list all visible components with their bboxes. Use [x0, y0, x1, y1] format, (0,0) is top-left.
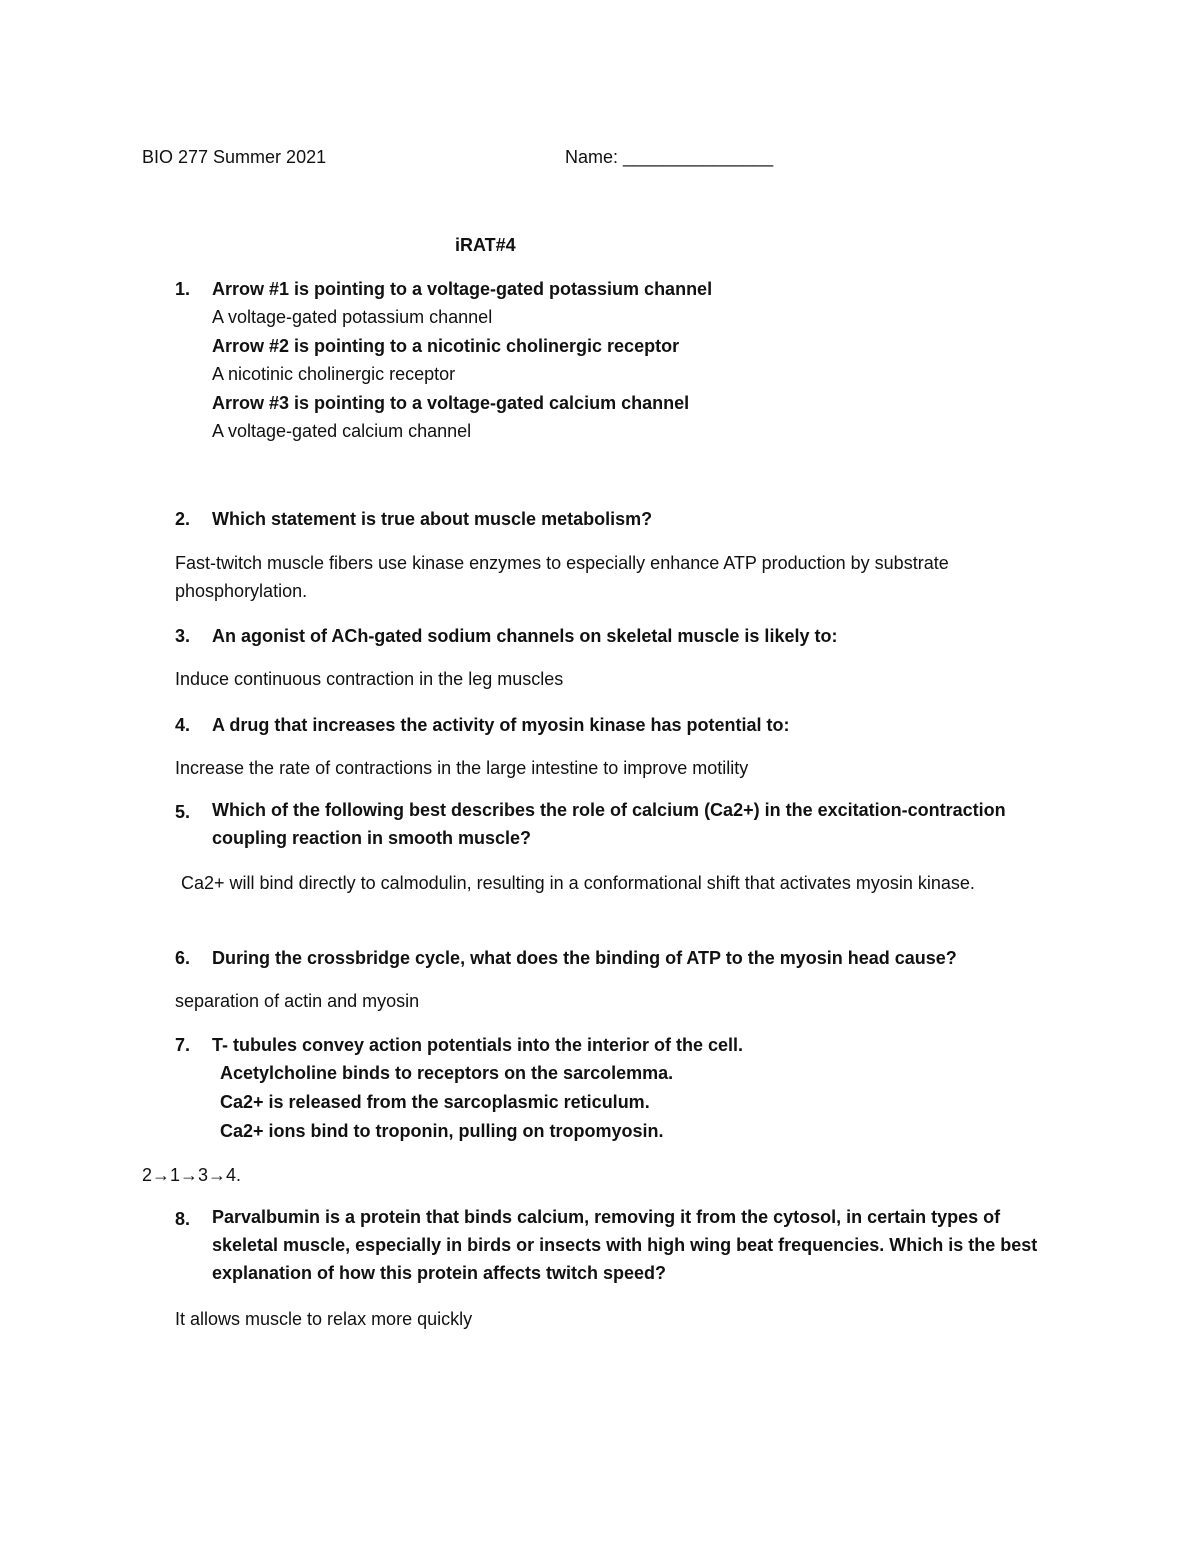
question-1-line-2: A voltage-gated potassium channel	[212, 307, 493, 327]
question-2-text: Which statement is true about muscle metabolism?	[212, 509, 653, 529]
question-4-answer: Increase the rate of contractions in the large intestine to improve motility	[175, 758, 749, 778]
question-3-number: 3.	[175, 626, 191, 646]
question-7-step-3: Ca2+ is released from the sarcoplasmic reticulum.	[220, 1092, 650, 1112]
question-3-text: An agonist of ACh-gated sodium channels on skeletal muscle is likely to:	[212, 626, 838, 646]
question-6-text: During the crossbridge cycle, what does the binding of ATP to the myosin head cause?	[212, 948, 957, 968]
question-1-line-4: A nicotinic cholinergic receptor	[212, 364, 456, 384]
question-5-number: 5.	[175, 802, 191, 822]
question-6-answer: separation of actin and myosin	[175, 991, 420, 1011]
name-field-label: Name: _______________	[565, 147, 774, 167]
course-title: BIO 277 Summer 2021	[142, 147, 327, 167]
question-5-text: Which of the following best describes the role of calcium (Ca2+) in the excitation-contraction coupling reaction in smooth muscle?	[212, 800, 1006, 848]
question-4-number: 4.	[175, 715, 191, 735]
question-6-number: 6.	[175, 948, 191, 968]
page-title: iRAT#4	[455, 235, 516, 255]
question-1-line-1: Arrow #1 is pointing to a voltage-gated potassium channel	[212, 279, 713, 299]
question-3-answer: Induce continuous contraction in the leg muscles	[175, 669, 564, 689]
question-8-text: Parvalbumin is a protein that binds calcium, removing it from the cytosol, in certain types of skeletal muscle, especially in birds or insects with high wing beat frequencies. Which is the best explanation of how this protein affects twitch speed?	[212, 1207, 1038, 1283]
question-1-number: 1.	[175, 279, 191, 299]
question-7-step-2: Acetylcholine binds to receptors on the sarcolemma.	[220, 1063, 674, 1083]
question-8-number: 8.	[175, 1209, 191, 1229]
question-1-line-6: A voltage-gated calcium channel	[212, 421, 472, 441]
question-7-number: 7.	[175, 1035, 191, 1055]
question-1-line-3: Arrow #2 is pointing to a nicotinic cholinergic receptor	[212, 336, 680, 356]
question-2-number: 2.	[175, 509, 191, 529]
question-5-answer: Ca2+ will bind directly to calmodulin, resulting in a conformational shift that activates myosin kinase.	[181, 873, 975, 893]
question-7-step-1: T- tubules convey action potentials into the interior of the cell.	[212, 1035, 744, 1055]
question-7-answer: 2→1→3→4.	[142, 1165, 242, 1185]
question-4-text: A drug that increases the activity of myosin kinase has potential to:	[212, 715, 790, 735]
question-2-answer: Fast-twitch muscle fibers use kinase enzymes to especially enhance ATP production by substrate phosphorylation.	[175, 553, 949, 601]
question-7-step-4: Ca2+ ions bind to troponin, pulling on tropomyosin.	[220, 1121, 664, 1141]
question-1-line-5: Arrow #3 is pointing to a voltage-gated calcium channel	[212, 393, 690, 413]
question-8-answer: It allows muscle to relax more quickly	[175, 1309, 473, 1329]
